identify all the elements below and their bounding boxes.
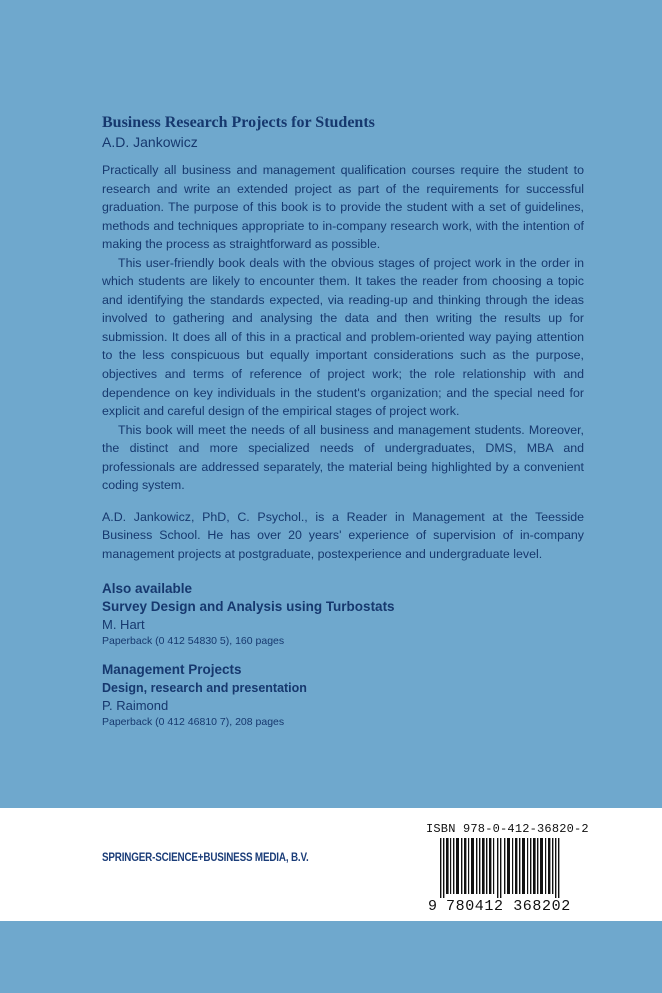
- book-title: Business Research Projects for Students: [102, 114, 375, 131]
- related-book-title: Management Projects: [102, 662, 242, 678]
- barcode-prefix-digit: 9: [428, 898, 438, 915]
- isbn-text: ISBN 978-0-412-36820-2: [426, 822, 589, 836]
- cover-content: [102, 113, 584, 730]
- publisher-name: SPRINGER-SCIENCE+BUSINESS MEDIA, B.V.: [102, 850, 309, 864]
- description-paragraph-3: This book will meet the needs of all business and management students. Moreover, the distinct and more specialized needs of undergraduates, DMS, MBA and professionals are addressed separately, the material being highlighted by a convenient coding system.: [102, 422, 584, 493]
- book-author: A.D. Jankowicz: [102, 134, 198, 150]
- author-bio: A.D. Jankowicz, PhD, C. Psychol., is a Reader in Management at the Teesside Business School. He has over 20 years' experience of supervision of in-company management projects at postgraduate, postexperience and undergraduate level.: [102, 509, 584, 561]
- related-book-title: Survey Design and Analysis using Turbostats: [102, 599, 395, 615]
- related-book-subtitle: Design, research and presentation: [102, 681, 307, 696]
- barcode-digits: 780412 368202: [446, 898, 571, 915]
- description-paragraph-1: Practically all business and management qualification courses require the student to research and write an extended project as part of the requirements for successful graduation. The purpose of this book is to provide the student with a set of guidelines, methods and techniques appropriate to in-company research work, with the intention of making the process as straightforward as possible.: [102, 163, 584, 252]
- also-available-heading: Also available: [102, 581, 193, 597]
- footer-band: [0, 808, 662, 921]
- related-book-meta: Paperback (0 412 46810 7), 208 pages: [102, 716, 285, 729]
- related-book-2: [102, 661, 584, 730]
- related-book-author: P. Raimond: [102, 698, 169, 714]
- related-book-author: M. Hart: [102, 617, 145, 633]
- also-available-section: [102, 580, 584, 730]
- related-book-meta: Paperback (0 412 54830 5), 160 pages: [102, 635, 285, 648]
- description-paragraph-2: This user-friendly book deals with the obvious stages of project work in the order in which students are likely to encounter them. It takes the reader from choosing a topic and identifying the standards expected, via reading-up and thinking through the ideas involved to gathering and analysing the data and then writing the results up for submission. It does all of this in a practical and problem-oriented way paying attention to the less conspicuous but equally important considerations such as the purpose, objectives and terms of reference of project work; the role relationship with and dependence on key individuals in the student's organization; and the special need for explicit and careful design of the empirical stages of project work.: [102, 255, 584, 419]
- related-book-1: [102, 598, 584, 649]
- barcode: [440, 838, 560, 898]
